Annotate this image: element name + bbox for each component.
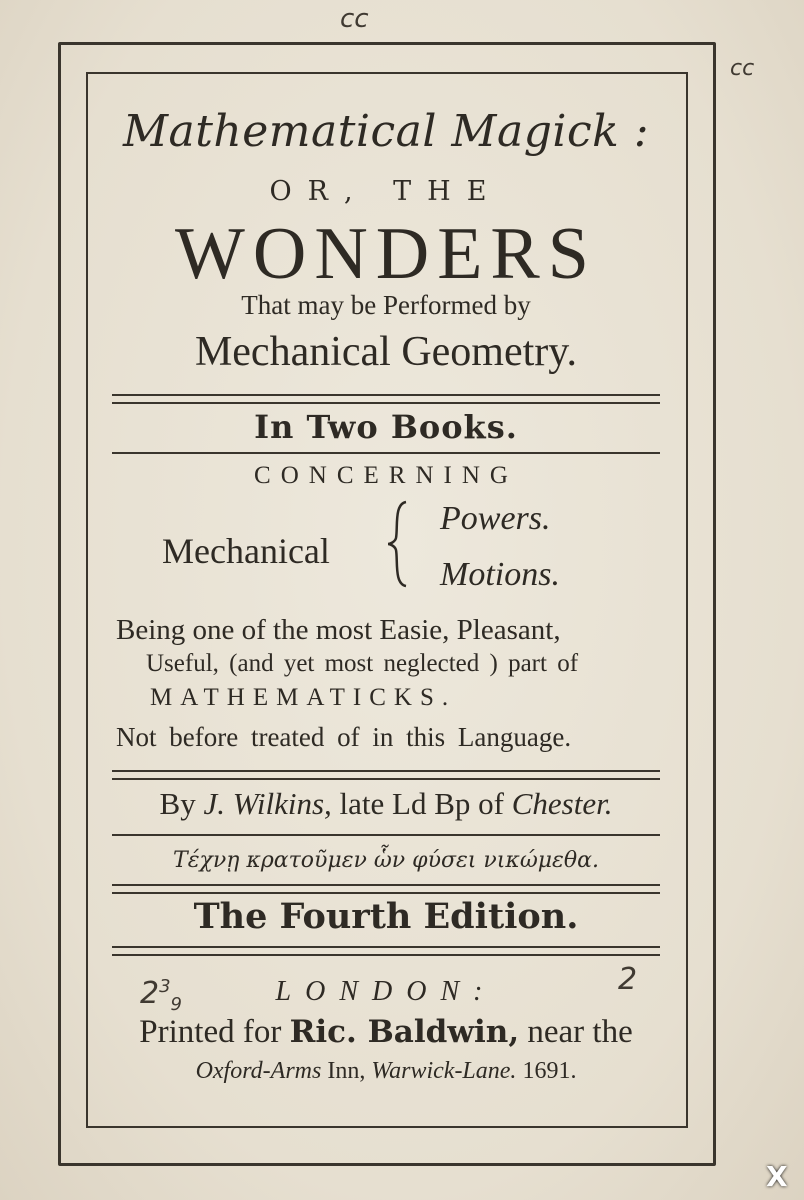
description-line-3: MATHEMATICKS.: [150, 684, 457, 711]
motions-option: Motions.: [440, 556, 560, 593]
imprint-printer: Ric. Baldwin,: [289, 1014, 520, 1050]
books-heading: In Two Books.: [254, 408, 518, 446]
imprint-street: Warwick-Lane.: [371, 1058, 517, 1084]
imprint-year: 1691.: [522, 1058, 577, 1084]
rule-1b: [112, 402, 660, 404]
close-icon[interactable]: X: [766, 1160, 788, 1193]
handwritten-left-sup: 3: [159, 976, 171, 997]
imprint-inn: Inn,: [327, 1058, 366, 1084]
rule-5b: [112, 892, 660, 894]
rule-6: [112, 946, 660, 948]
handwritten-left-main: 2: [140, 976, 160, 1011]
handwritten-mark-side: cc: [730, 56, 755, 81]
powers-option: Powers.: [440, 500, 551, 537]
author-line: [100, 786, 672, 822]
author-place: Chester.: [511, 786, 613, 821]
handwritten-mark-top: cc: [340, 4, 369, 34]
author-prefix: By: [159, 786, 196, 821]
description-line-4: Not before treated of in this Language.: [116, 722, 572, 752]
handwritten-mark-right: 2: [618, 962, 638, 997]
rule-4: [112, 834, 660, 836]
imprint-printed-for: Printed for: [139, 1014, 282, 1050]
handwritten-left-sub: 9: [170, 994, 182, 1015]
edition-heading: The Fourth Edition.: [193, 896, 579, 937]
description-line-2: Useful, (and yet most neglected ) part of: [146, 650, 579, 677]
title-line-4: That may be Performed by: [241, 290, 531, 320]
rule-3: [112, 770, 660, 772]
rule-1: [112, 394, 660, 396]
concerning-heading: CONCERNING: [254, 462, 518, 489]
imprint-address-line: [100, 1058, 672, 1085]
rule-5: [112, 884, 660, 886]
rule-6b: [112, 954, 660, 956]
title-line-5: Mechanical Geometry.: [194, 329, 578, 375]
imprint-sign: Oxford-Arms: [195, 1058, 322, 1084]
title-line-2: OR, THE: [269, 176, 503, 207]
author-name: J. Wilkins,: [203, 786, 332, 821]
imprint-city: LONDON:: [275, 976, 497, 1007]
rule-2: [112, 452, 660, 454]
brace-icon: [384, 498, 412, 590]
description-line-1: Being one of the most Easie, Pleasant,: [116, 614, 561, 646]
mechanical-label: Mechanical: [162, 531, 330, 571]
rule-3b: [112, 778, 660, 780]
imprint-printed-line: [100, 1014, 672, 1051]
greek-motto: Τέχνῃ κρατοῦμεν ὧν φύσει νικώμεθα.: [173, 848, 599, 873]
imprint-near: near the: [527, 1014, 633, 1050]
author-title: late Ld Bp of: [339, 786, 504, 821]
title-line-1: Mathematical Magick :: [122, 106, 650, 157]
title-line-3: WONDERS: [175, 213, 597, 295]
